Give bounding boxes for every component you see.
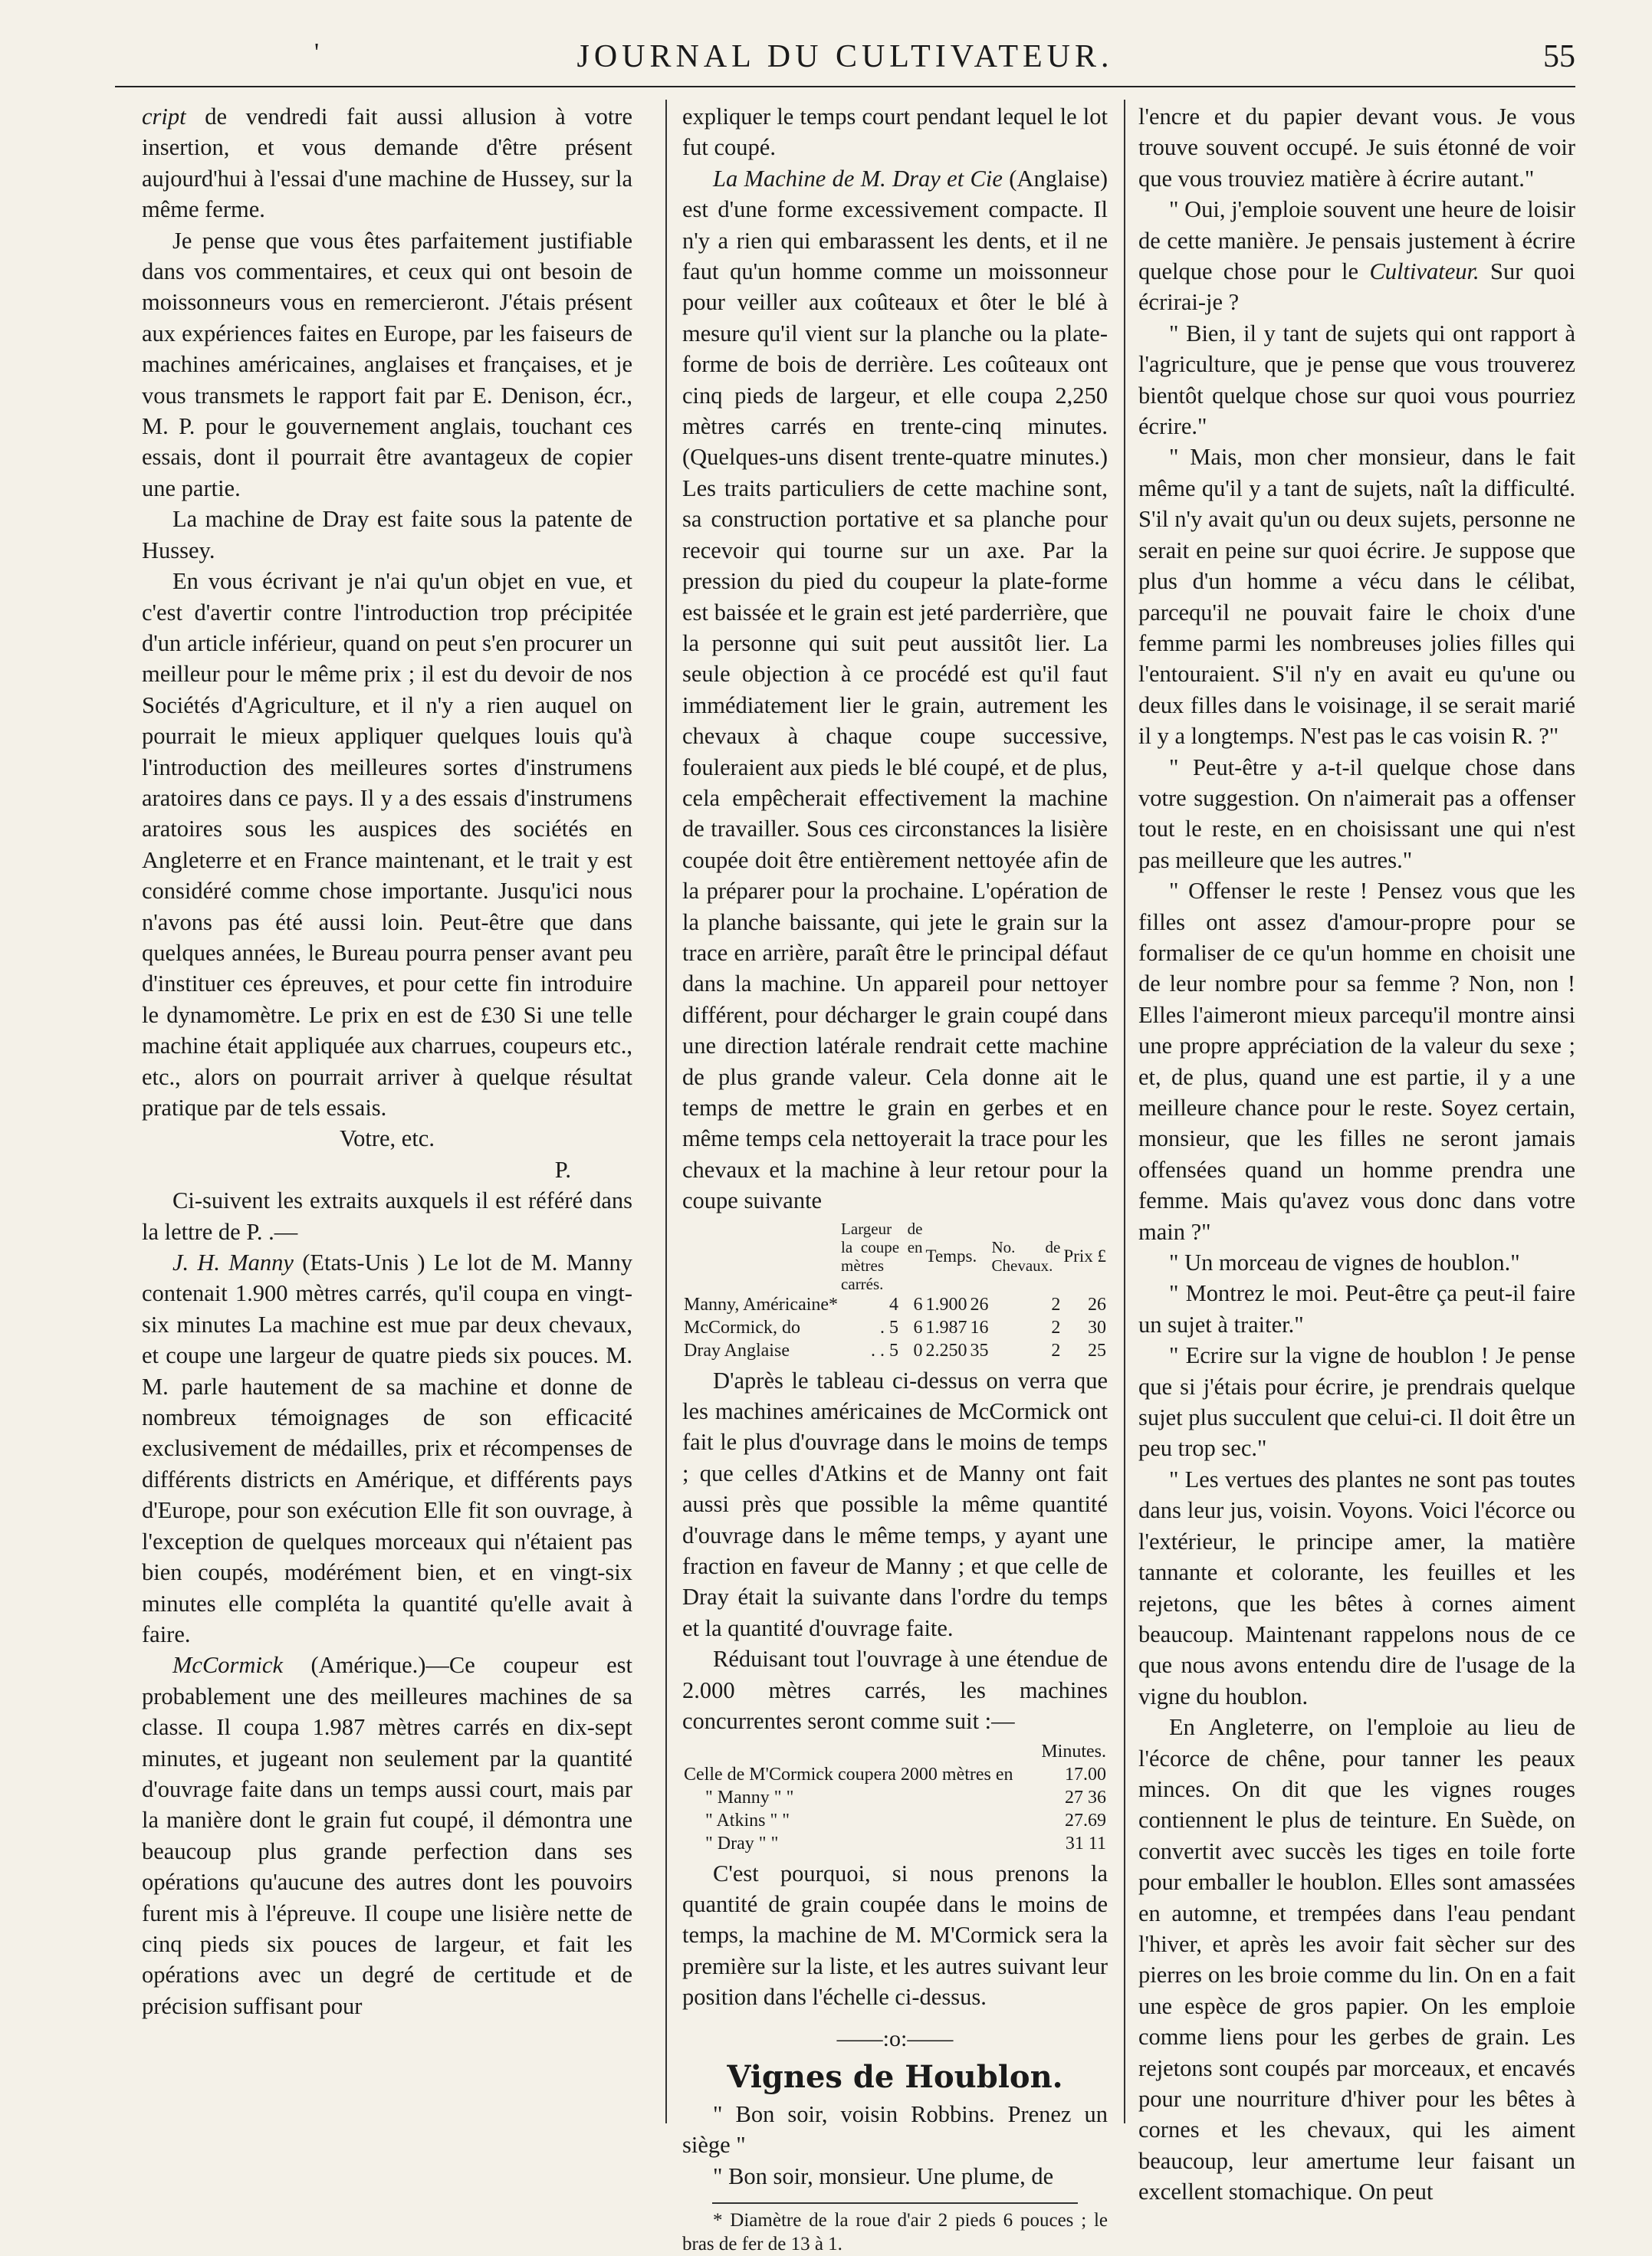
- header-rule: [115, 86, 1575, 87]
- unit-label: Minutes.: [1041, 1741, 1106, 1762]
- paragraph: " Bien, il y tant de sujets qui ont rapport à l'agriculture, que je pense que vous trouverez bientôt quelque chose sur quoi vous pourriez écrire.": [1138, 320, 1575, 440]
- closing: Votre, etc.: [340, 1125, 435, 1152]
- paragraph: " Bon soir, voisin Robbins. Prenez un siège ": [682, 2100, 1108, 2159]
- paragraph: " Un morceau de vignes de houblon.": [1169, 1250, 1520, 1276]
- footnote-rule: [712, 2202, 1078, 2204]
- paragraph: Réduisant tout l'ouvrage à une étendue de 2.000 mètres carrés, les machines concurrentes seront comme suit :—: [682, 1646, 1108, 1735]
- paragraph: C'est pourquoi, si nous prenons la quantité de grain coupée dans le moins de temps, la machine de M. M'Cormick sera la première sur la liste, et les autres suivant leur position dans l'échelle ci-dessus.: [682, 1860, 1108, 2011]
- journal-title: JOURNAL DU CULTIVATEUR.: [576, 39, 1114, 74]
- paragraph: " Peut-être y a-t-il quelque chose dans votre suggestion. On n'aimerait pas a offenser tout le reste, en en choisissant une qui n'est pas meilleure que les autres.": [1138, 754, 1575, 873]
- paragraph: J. H. Manny (Etats-Unis ) Le lot de M. Manny contenait 1.900 mètres carrés, qu'il coupa en vingt-six minutes La machine est mue par deux chevaux, et coupe une largeur de quatre pieds six pouces. M. M. parle hautement de sa machine et donne de nombreux témoignages de son efficacité exclusivement de médailles, prix et récompenses de différents districts en Amérique, et différents pays d'Europe, pour son exécution Elle fit son ouvrage, à l'exception de quelques morceaux qui n'étaient pas bien coupés, modérément bien, et en vingt-six minutes elle compléta la quantité qu'elle avait à faire.: [142, 1250, 632, 1647]
- table-row: McCormick, do . 5 6 1.987 16 2 30: [684, 1317, 1106, 1338]
- column-header: Largeur de la coupe en mètres carrés.: [841, 1219, 923, 1293]
- footnote: * Diamètre de la roue d'air 2 pieds 6 pouces ; le bras de fer de 13 à 1.: [682, 2210, 1108, 2255]
- paragraph: McCormick (Amérique.)—Ce coupeur est probablement une des meilleures machines de sa classe. Il coupa 1.987 mètres carrés en dix-sept minutes, et jugeant non seulement par la quantité d'ouvrage faite dans un temps aussi court, mais par la manière dont le grain fut coupé, il démontra une beaucoup plus grande perfection dans ses opérations qu'aucune des autres dont les pouvoirs furent mis à l'épreuve. Il coupe une lisière nette de cinq pieds six pouces de largeur, et fait les opérations avec un degré de certitude et de précision suffisant pour: [142, 1652, 632, 2019]
- paragraph: " Oui, j'emploie souvent une heure de loisir de cette manière. Je pensais justement à écrire quelque chose pour le Cultivateur. Sur quoi écrirai-je ?: [1138, 196, 1575, 316]
- column-header: Prix £: [1063, 1246, 1106, 1266]
- paragraph: En Angleterre, on l'emploie au lieu de l'écorce de chêne, pour tanner les peaux minces. On dit que les vignes rouges contiennent le plus de teinture. En Suède, on convertit avec succès les tiges en toile forte pour emballer le houblon. Elles sont amassées en automne, et trempées dans l'eau pendant l'hiver, et après les avoir fait sècher sur des pierres on les broie comme du lin. On en a fait une espèce de gros papier. On les emploie comme liens pour les gerbes de grain. Les rejetons sont coupés par morceaux, et encavés pour une nourriture d'hiver pour les bêtes à cornes et les chevaux, qui les aiment beaucoup, leur amertume leur faisant un excellent stomachique. On peut: [1138, 1714, 1575, 2205]
- page-number: 55: [1543, 39, 1575, 74]
- column-divider-2: [1124, 100, 1125, 2123]
- paragraph: Je pense que vous êtes parfaitement justifiable dans vos commentaires, et ceux qui ont besoin de moissonneurs vous en remercieront. J'étais présent aux expériences faites en Europe, par les faiseurs de machines américaines, anglaises et françaises, et je vous transmets le rapport fait par E. Denison, écr., M. P. pour le gouvernement anglais, touchant ces essais, dont il pourrait être avantageux de copier une partie.: [142, 227, 632, 501]
- section-separator: ——:o:——: [836, 2025, 954, 2051]
- paragraph: En vous écrivant je n'ai qu'un objet en vue, et c'est d'avertir contre l'introduction trop précipitée d'un article inférieur, quand on peut s'en procurer un meilleur pour le même prix ; il est du devoir de nos Sociétés d'Agriculture, et il n'y a rien auquel on pourrait le mieux appliquer quelques louis qu'à l'introduction des meilleures sortes d'instrumens aratoires dans ce pays. Il y a des essais d'instrumens aratoires sous les auspices des sociétés en Angleterre et en France maintenant, et le trait y est considéré comme chose importante. Jusqu'ici nous n'avons pas été aussi loin. Peut-être que dans quelques années, le Bureau pourra penser avant peu d'instituer ces épreuves, et pour cette fin introduire le dynamomètre. Le prix en est de £30 Si une telle machine était appliquée aux charrues, coupeurs etc., etc., alors on pourrait arriver à quelque résultat pratique par de tels essais.: [142, 568, 632, 1121]
- paragraph: Ci-suivent les extraits auxquels il est référé dans la lettre de P. .—: [142, 1187, 632, 1245]
- table-header-row: [682, 1740, 1108, 1763]
- column-1: [142, 101, 632, 2021]
- comparison-table: [682, 1220, 1108, 1362]
- paragraph: " Bon soir, monsieur. Une plume, de: [713, 2162, 1054, 2189]
- table-row: " Dray " " 31 11: [705, 1833, 1106, 1854]
- page-header: [115, 38, 1575, 77]
- paragraph: La Machine de M. Dray et Cie (Anglaise) est d'une forme excessivement compacte. Il n'y a rien qui embarassent les dents, et il ne faut qu'un homme comme un moissonneur pour veiller aux coûteaux et ôter le blé à mesure qu'il vient sur la planche ou la plate-forme de bois de derrière. Les coûteaux ont cinq pieds de largeur, et elle coupa 2,250 mètres carrés en trente-cinq minutes. (Quelques-uns disent trente-quatre minutes.) Les traits particuliers de cette machine sont, sa construction portative et sa planche pour recevoir qui tourne sur un axe. Par la pression du pied du coupeur la plate-forme est baissée et le grain est jeté parderrière, que la personne qui suit peut aussitôt lier. La seule objection à ce procédé est qu'il faut immédiatement lier le grain, autrement les chevaux à chaque coupe successive, fouleraient aux pieds le blé coupé, et de plus, cela empêcherait effectivement la machine de travailler. Sous ces circonstances la lisière coupée doit être entièrement nettoyée afin de la préparer pour la prochaine. L'opération de la planche baissante, qui jete le grain sur la trace en arrière, paraît être le principal défaut dans la machine. Un appareil pour nettoyer différent, pour décharger le grain coupé dans une direction latérale rendrait cette machine de plus grande valeur. Cela donne ait le temps de mettre le grain en gerbes et en même temps cela nettoyerait la trace pour les chevaux et la machine à leur retour pour la coupe suivante: [682, 165, 1108, 1214]
- paragraph: cript de vendredi fait aussi allusion à votre insertion, et vous demande d'être présent aujourd'hui à l'essai d'une machine de Hussey, sur la même ferme.: [142, 103, 632, 223]
- table-row: Dray Anglaise . . 5 0 2.250 35 2 25: [684, 1340, 1106, 1361]
- table-row: Celle de M'Cormick couperа 2000 mètres en 17.00: [684, 1764, 1106, 1785]
- paragraph: " Offenser le reste ! Pensez vous que les filles ont assez d'amour-propre pour se formaliser de ce qu'un homme en choisit une de leur nombre pour sa femme ? Non, non ! Elles l'aimeront mieux parcequ'il montre ainsi une propre appréciation de la valeur du sexe ; et, de plus, quand une est partie, il y a une meilleure chance pour le reste. Soyez certain, monsieur, que les filles ne seront jamais offensées quand un homme prendra une femme. Mais qu'avez vous donc dans votre main ?": [1138, 878, 1575, 1245]
- table-row: Manny, Américaine* 4 6 1.900 26 2 26: [684, 1294, 1106, 1315]
- column-divider-1: [665, 100, 667, 2123]
- paragraph: " Ecrire sur la vigne de houblon ! Je pense que si j'étais pour écrire, je prendrais quelque sujet plus succulent que celui-ci. Il doit être un peu trop sec.": [1138, 1342, 1576, 1462]
- signature: P.: [554, 1156, 571, 1183]
- column-header: Temps.: [925, 1246, 977, 1266]
- table-row: " Atkins " " 27.69: [705, 1810, 1106, 1831]
- paragraph: " Mais, mon cher monsieur, dans le fait même qu'il y a tant de sujets, naît la difficulté. S'il n'y avait qu'un ou deux sujets, personne ne serait en peine sur quoi écrire. Je suppose que plus d'un homme a vécu dans le célibat, parcequ'il ne pouvait faire le choix d'une femme parmi les nombreuses jolies filles qui l'entouraient. S'il n'y en avait eu qu'une ou deux filles dans le voisinage, il se serait marié il y a longtemps. N'est pas le cas voisin R. ?": [1138, 444, 1575, 750]
- paragraph: l'encre et du papier devant vous. Je vous trouve souvent occupé. Je suis étonné de voir que vous trouviez matière à écrire autant.": [1138, 103, 1575, 192]
- paragraph: " Les vertues des plantes ne sont pas toutes dans leur jus, voisin. Voyons. Voici l'écorce ou l'extérieur, le principe amer, la matière tannante et colorante, les feuilles et les rejetons, que les bêtes à cornes aiment beaucoup. Maintenant rappelons nous de ce que nous avons entendu dire de l'usage de la vigne du houblon.: [1138, 1466, 1575, 1709]
- paragraph: " Montrez le moi. Peut-être ça peut-il faire un sujet à traiter.": [1138, 1280, 1575, 1338]
- column-header: No. de Chevaux.: [991, 1237, 1061, 1275]
- paragraph: expliquer le temps court pendant lequel le lot fut coupé.: [682, 103, 1108, 161]
- table-header-row: [682, 1220, 1108, 1293]
- column-3: [1138, 101, 1575, 2208]
- paragraph: D'après le tableau ci-dessus on verra que les machines américaines de McCormick ont fait le plus d'ouvrage dans le moins de temps ; que celles d'Atkins et de Manny ont fait aussi près que possible la même quantité d'ouvrage dans le même temps, y ayant une fraction en faveur de Manny ; et que celle de Dray était la suivante dans l'ordre du temps et la quantité d'ouvrage faite.: [682, 1367, 1108, 1641]
- column-2: [682, 101, 1108, 2256]
- minutes-table: [682, 1740, 1108, 1855]
- table-row: " Manny " " 27 36: [705, 1787, 1106, 1808]
- paragraph: La machine de Dray est faite sous la patente de Hussey.: [142, 506, 632, 563]
- section-title: Vignes de Houblon.: [727, 2058, 1063, 2095]
- header-mark: ': [314, 38, 320, 67]
